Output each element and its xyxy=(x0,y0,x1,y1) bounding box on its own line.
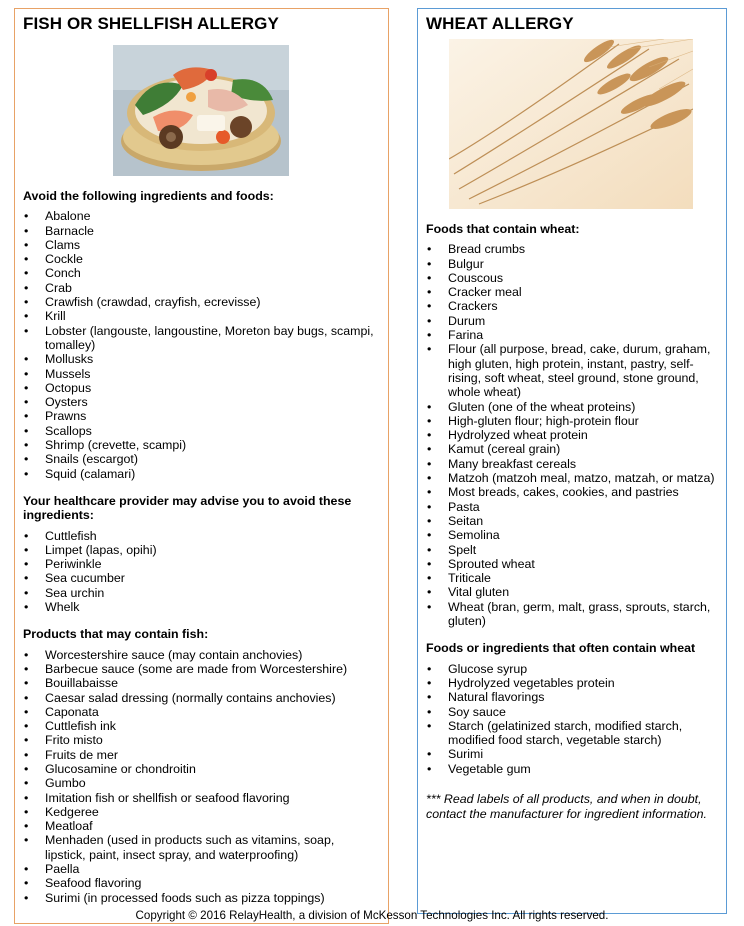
list-item: • Clams xyxy=(23,238,378,252)
wheat-title: WHEAT ALLERGY xyxy=(426,14,574,33)
list-item: • Bulgur xyxy=(426,257,716,271)
list-item: • Octopus xyxy=(23,381,378,395)
list-item: • Couscous xyxy=(426,271,716,285)
list-item: • Frito misto xyxy=(23,733,378,747)
list-item: • Cuttlefish xyxy=(23,529,378,543)
list-item: • Most breads, cakes, cookies, and pastries xyxy=(426,485,716,499)
list-item: • Prawns xyxy=(23,409,378,423)
list-item: • Menhaden (used in products such as vitamins, soap, lipstick, paint, insect spray, and waterproofing) xyxy=(23,833,378,862)
list-item: • Barnacle xyxy=(23,224,378,238)
list-item: • Bouillabaisse xyxy=(23,676,378,690)
list-item: • Sea cucumber xyxy=(23,571,378,585)
contain-list xyxy=(426,242,716,628)
list-item: • Caponata xyxy=(23,705,378,719)
label-note: *** Read labels of all products, and when in doubt, contact the manufacturer for ingredient information. xyxy=(426,791,708,821)
wheat-stalks-photo xyxy=(449,39,693,209)
products-list xyxy=(23,648,378,905)
fish-title: FISH OR SHELLFISH ALLERGY xyxy=(23,14,279,33)
advise-list xyxy=(23,529,378,615)
avoid-list xyxy=(23,209,378,481)
list-item: • Crab xyxy=(23,281,378,295)
list-item: • Barbecue sauce (some are made from Worcestershire) xyxy=(23,662,378,676)
list-item: • Cracker meal xyxy=(426,285,716,299)
list-item: • Whelk xyxy=(23,600,378,614)
list-item: • Seafood flavoring xyxy=(23,876,378,890)
list-item: • Flour (all purpose, bread, cake, durum, graham, high gluten, high protein, instant, pastry, self-rising, soft wheat, steel ground, stone ground, whole wheat) xyxy=(426,342,716,399)
list-item: • Scallops xyxy=(23,424,378,438)
list-item: • Meatloaf xyxy=(23,819,378,833)
list-item: • Oysters xyxy=(23,395,378,409)
copyright-notice: Copyright © 2016 RelayHealth, a division of McKesson Technologies Inc. All rights reserved. xyxy=(135,909,609,922)
often-list xyxy=(426,662,716,776)
list-item: • Gumbo xyxy=(23,776,378,790)
list-item: • Sea urchin xyxy=(23,586,378,600)
list-item: • Caesar salad dressing (normally contains anchovies) xyxy=(23,691,378,705)
list-item: • Imitation fish or shellfish or seafood flavoring xyxy=(23,791,378,805)
advise-heading: Your healthcare provider may advise you to avoid these ingredients: xyxy=(23,493,352,523)
list-item: • Matzoh (matzoh meal, matzo, matzah, or matza) xyxy=(426,471,716,485)
list-item: • Spelt xyxy=(426,543,716,557)
list-item: • Hydrolyzed wheat protein xyxy=(426,428,716,442)
list-item: • Kedgeree xyxy=(23,805,378,819)
list-item: • Pasta xyxy=(426,500,716,514)
often-heading: Foods or ingredients that often contain wheat xyxy=(426,641,696,656)
list-item: • Natural flavorings xyxy=(426,690,716,704)
list-item: • Cuttlefish ink xyxy=(23,719,378,733)
list-item: • Farina xyxy=(426,328,716,342)
list-item: • Many breakfast cereals xyxy=(426,457,716,471)
list-item: • Squid (calamari) xyxy=(23,467,378,481)
fish-allergy-panel xyxy=(14,8,389,924)
list-item: • Glucose syrup xyxy=(426,662,716,676)
list-item: • Crawfish (crawdad, crayfish, ecrevisse) xyxy=(23,295,378,309)
list-item: • Cockle xyxy=(23,252,378,266)
list-item: • Vegetable gum xyxy=(426,762,716,776)
list-item: • Fruits de mer xyxy=(23,748,378,762)
list-item: • Hydrolyzed vegetables protein xyxy=(426,676,716,690)
list-item: • Glucosamine or chondroitin xyxy=(23,762,378,776)
list-item: • Shrimp (crevette, scampi) xyxy=(23,438,378,452)
list-item: • Mussels xyxy=(23,367,378,381)
list-item: • Worcestershire sauce (may contain anchovies) xyxy=(23,648,378,662)
list-item: • High-gluten flour; high-protein flour xyxy=(426,414,716,428)
list-item: • Sprouted wheat xyxy=(426,557,716,571)
list-item: • Periwinkle xyxy=(23,557,378,571)
list-item: • Surimi (in processed foods such as pizza toppings) xyxy=(23,891,378,905)
list-item: • Abalone xyxy=(23,209,378,223)
list-item: • Durum xyxy=(426,314,716,328)
list-item: • Mollusks xyxy=(23,352,378,366)
list-item: • Semolina xyxy=(426,528,716,542)
list-item: • Crackers xyxy=(426,299,716,313)
list-item: • Kamut (cereal grain) xyxy=(426,442,716,456)
contain-heading: Foods that contain wheat: xyxy=(426,222,580,236)
list-item: • Conch xyxy=(23,266,378,280)
avoid-heading: Avoid the following ingredients and foods: xyxy=(23,189,274,203)
list-item: • Krill xyxy=(23,309,378,323)
list-item: • Snails (escargot) xyxy=(23,452,378,466)
products-heading: Products that may contain fish: xyxy=(23,627,209,642)
list-item: • Paella xyxy=(23,862,378,876)
list-item: • Lobster (langouste, langoustine, Moreton bay bugs, scampi, tomalley) xyxy=(23,324,378,353)
list-item: • Soy sauce xyxy=(426,705,716,719)
list-item: • Starch (gelatinized starch, modified starch, modified food starch, vegetable starch) xyxy=(426,719,716,748)
list-item: • Surimi xyxy=(426,747,716,761)
list-item: • Wheat (bran, germ, malt, grass, sprouts, starch, gluten) xyxy=(426,600,716,629)
seafood-bowl-photo xyxy=(113,45,289,176)
list-item: • Gluten (one of the wheat proteins) xyxy=(426,400,716,414)
list-item: • Vital gluten xyxy=(426,585,716,599)
wheat-allergy-panel xyxy=(417,8,727,914)
list-item: • Limpet (lapas, opihi) xyxy=(23,543,378,557)
list-item: • Bread crumbs xyxy=(426,242,716,256)
list-item: • Seitan xyxy=(426,514,716,528)
list-item: • Triticale xyxy=(426,571,716,585)
